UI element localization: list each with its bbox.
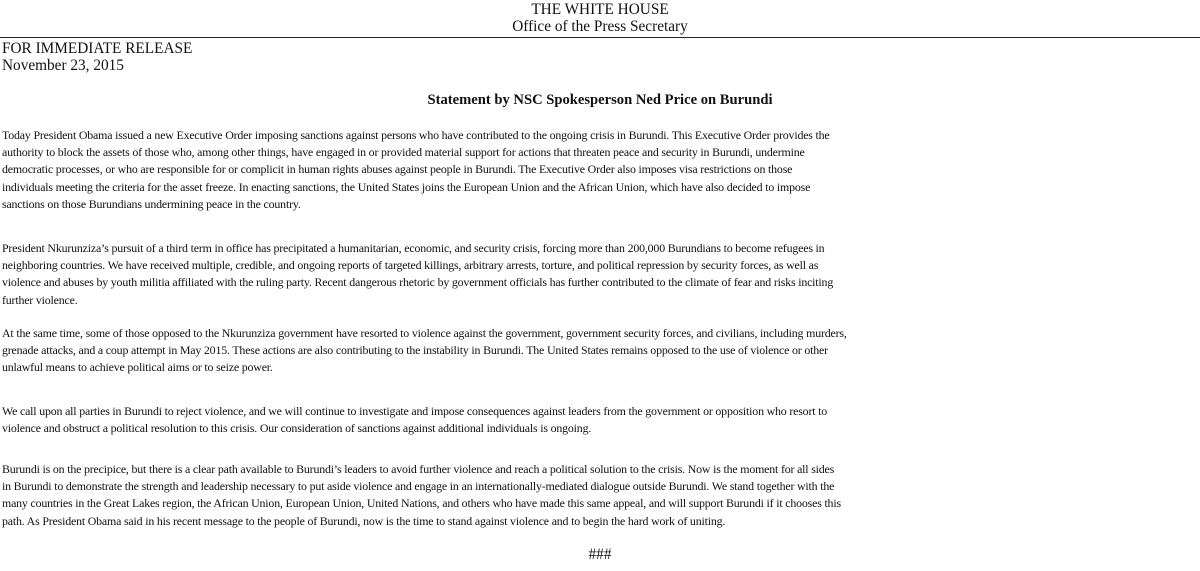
paragraph-line: sanctions on those Burundians undermining peace in the country. — [2, 196, 301, 211]
paragraph-5 — [2, 461, 1200, 530]
letterhead — [0, 1, 1200, 35]
paragraph-line: We call upon all parties in Burundi to reject violence, and we will continue to investigate and impose consequences against leaders from the government or opposition who resort to — [2, 404, 828, 418]
paragraph-line: further violence. — [2, 292, 78, 307]
release-date: November 23, 2015 — [2, 57, 124, 74]
statement-title: Statement by NSC Spokesperson Ned Price on Burundi — [427, 92, 773, 108]
paragraph-line: violence and obstruct a political resolution to this crisis. Our consideration of sanctions against additional individuals is ongoing. — [2, 421, 592, 436]
paragraph-line: neighboring countries. We have received multiple, credible, and ongoing reports of targeted killings, arbitrary arrests, torture, and political repression by security forces, as well as — [2, 258, 819, 273]
paragraph-line: democratic processes, or who are responsible for or complicit in human rights abuses against people in Burundi. The Executive Order also imposes visa restrictions on those — [2, 162, 793, 177]
paragraph-line: President Nkurunziza’s pursuit of a third term in office has precipitated a humanitarian, economic, and security crisis, forcing more than 200,000 Burundians to become refugees in — [2, 241, 825, 255]
header-divider — [0, 37, 1200, 38]
org-name: THE WHITE HOUSE — [531, 1, 669, 18]
paragraph-4 — [2, 403, 1200, 437]
paragraph-line: grenade attacks, and a coup attempt in May 2015. These actions are also contributing to the instability in Burundi. The United States remains opposed to the use of violence or other — [2, 343, 828, 358]
paragraph-line: Today President Obama issued a new Executive Order imposing sanctions against persons who have contributed to the ongoing crisis in Burundi. This Executive Order provides the — [2, 128, 830, 142]
paragraph-line: At the same time, some of those opposed to the Nkurunziza government have resorted to violence against the government, government security forces, and civilians, including murders, — [2, 326, 847, 340]
paragraph-line: unlawful means to achieve political aims or to seize power. — [2, 360, 273, 375]
paragraph-line: in Burundi to demonstrate the strength and leadership necessary to put aside violence and engage in an internationally-mediated dialogue outside Burundi. We stand together with the — [2, 479, 835, 494]
paragraph-line: individuals meeting the criteria for the asset freeze. In enacting sanctions, the United States joins the European Union and the African Union, which have also decided to impose — [2, 179, 811, 194]
paragraph-line: authority to block the assets of those who, among other things, have engaged in or provided material support for actions that threaten peace and security in Burundi, undermine — [2, 145, 805, 160]
end-marker: ### — [588, 546, 612, 563]
release-info — [2, 40, 192, 74]
paragraph-line: Burundi is on the precipice, but there is a clear path available to Burundi’s leaders to avoid further violence and reach a political solution to the crisis. Now is the moment for all sides — [2, 462, 835, 476]
paragraph-line: violence and abuses by youth militia affiliated with the ruling party. Recent dangerous rhetoric by government officials has further contributed to the climate of fear and risks inciting — [2, 275, 834, 290]
paragraph-line: path. As President Obama said in his recent message to the people of Burundi, now is the time to stand against violence and to begin the hard work of uniting. — [2, 513, 726, 528]
paragraph-line: many countries in the Great Lakes region, the African Union, European Union, United Nations, and others who have made this same appeal, and will support Burundi if it chooses this — [2, 496, 841, 511]
paragraph-2 — [2, 240, 1200, 309]
release-label: FOR IMMEDIATE RELEASE — [2, 40, 193, 57]
office-name: Office of the Press Secretary — [512, 18, 688, 35]
paragraph-1 — [2, 127, 1200, 213]
paragraph-3 — [2, 325, 1200, 377]
